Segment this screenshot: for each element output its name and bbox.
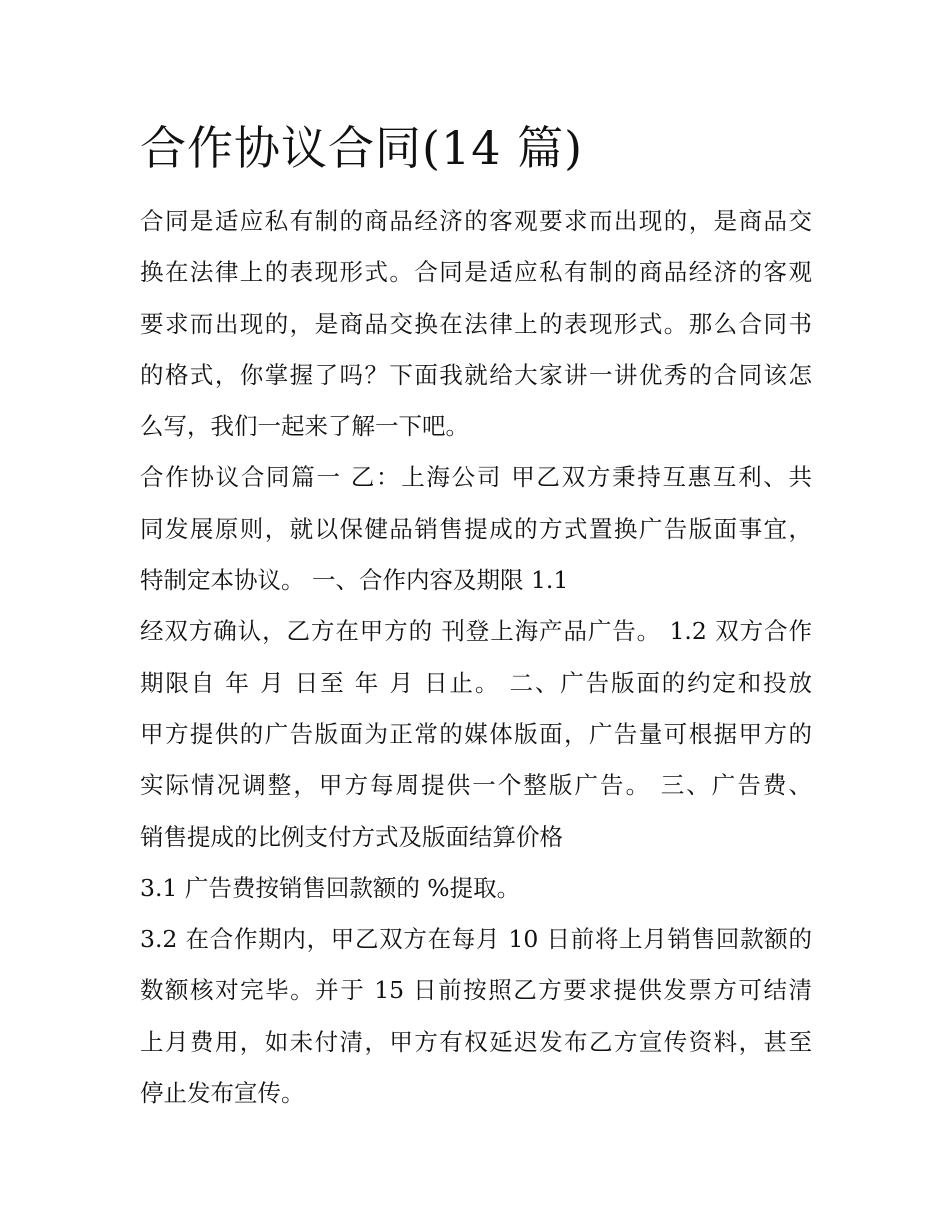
contract-paragraph-2 — [140, 606, 812, 709]
text-line: 3.2 在合作期内，甲乙双方在每月 10 日前将上月销售回款额的 — [140, 925, 812, 954]
text-line: 3.1 广告费按销售回款额的 %提取。 — [140, 873, 521, 902]
text-line: 停止发布宣传。 — [140, 1079, 305, 1108]
text-line: 实际情况调整，甲方每周提供一个整版广告。 三、广告费、 — [140, 771, 812, 800]
contract-paragraph-5 — [140, 914, 812, 1119]
contract-paragraph-4 — [140, 863, 812, 914]
contract-paragraph-1 — [140, 452, 812, 606]
text-line: 要求而出现的，是商品交换在法律上的表现形式。那么合同书 — [140, 309, 812, 338]
text-line: 合同是适应私有制的商品经济的客观要求而出现的，是商品交 — [140, 207, 812, 235]
contract-paragraph-3 — [140, 709, 812, 863]
text-line: 期限自 年 月 日至 年 月 日止。 二、广告版面的约定和投放 — [140, 668, 812, 697]
text-line: 同发展原则，就以保健品销售提成的方式置换广告版面事宜， — [140, 514, 812, 543]
text-line: 么写，我们一起来了解一下吧。 — [140, 412, 469, 441]
text-line: 合作协议合同篇一 乙：上海公司 甲乙双方秉持互惠互利、共 — [140, 463, 812, 492]
document-title: 合作协议合同(14 篇) — [140, 121, 584, 175]
text-line: 经双方确认，乙方在甲方的 刊登上海产品广告。 1.2 双方合作 — [140, 617, 812, 646]
text-line: 的格式，你掌握了吗？下面我就给大家讲一讲优秀的合同该怎 — [140, 360, 812, 389]
text-line: 换在法律上的表现形式。合同是适应私有制的商品经济的客观 — [140, 258, 812, 287]
intro-paragraph — [140, 196, 812, 452]
document-content — [140, 112, 812, 1119]
text-line: 销售提成的比例支付方式及版面结算价格 — [140, 822, 563, 851]
text-line: 数额核对完毕。并于 15 日前按照乙方要求提供发票方可结清 — [140, 976, 812, 1005]
text-line: 上月费用，如未付清，甲方有权延迟发布乙方宣传资料，甚至 — [140, 1027, 812, 1056]
text-line: 甲方提供的广告版面为正常的媒体版面，广告量可根据甲方的 — [140, 719, 812, 748]
text-line: 特制定本协议。 一、合作内容及期限 1.1 — [140, 566, 569, 595]
